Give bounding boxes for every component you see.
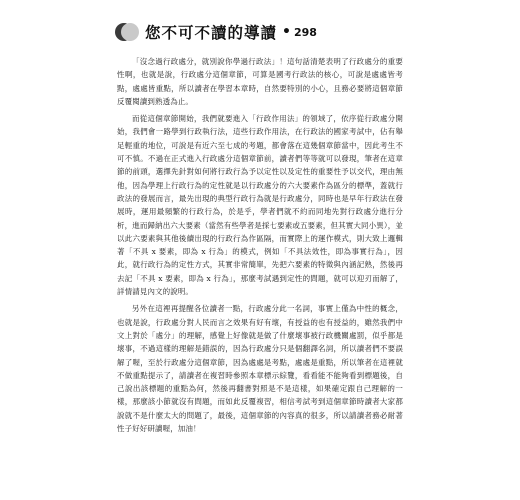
title-separator: • <box>282 24 291 40</box>
page-number: 298 <box>293 25 317 39</box>
paragraph: 「沒念過行政處分，就別說你學過行政法」！這句話清楚表明了行政處分的重要性啊，也就是說，行政處分這個章節，可算是國考行政法的核心，可說是處處皆考點，處處皆重點，所以讀者在學習本章時，自然要特別的小心，且務必要將這個章節反覆閱讀到熟透為止。 <box>117 57 403 106</box>
paragraph: 另外在這裡再提醒各位讀者一點，行政處分此一名詞，事實上僅為中性的概念，也就是說，行政處分對人民而言之效果有好有壞，有授益的也有授益的，雖然我們中文上對於「處分」的理解，感覺上好像就是做了什麼壞事被行政機關處罰，似乎都是壞事，不過這樣的理解是錯誤的，因為行政處分只是個翻譯名詞，所以讀者們不要誤解了喔，至於行政處分這個章節，因為處處是考點，處處是重點，所以筆者在這裡就不做重點提示了，請讀者在複習時參照本章標示綜覽，看看能不能夠看到標題後，自己說出該標題的重點為何，然後再翻書對照是不是這樣，如果確定跟自己理解的一樣，那麼該小節就沒有問題，而如此反覆複習，相信考試考到這個章節時讀者大家都說就不是什麼太大的問題了，最後，這個章節的內容真的很多，所以請讀者務必耐著性子好好研讀喔，加油！ <box>117 304 403 434</box>
body-text <box>117 55 403 457</box>
crescent-moon-icon <box>115 21 137 43</box>
paragraph: 而從這個章節開始，我們就要進入「行政作用法」的領域了，依序從行政處分開始，我們會一路學到行政執行法，這些行政作用法，在行政法的國家考試中，佔有舉足輕重的地位，可說是有近六至七成的考題，都會落在這幾個章節當中，因此考生不可不慎。不過在正式進入行政處分這個章節前，讀者們等等就可以發現，筆者在這章節的前頭，選擇先針對如何將行政行為予以定性以及定性的重要性予以交代，理由無他，因為學理上行政行為的定性就是以行政處分的六大要素作為區分的標準，蓋就行政法的發展而言，最先出現的典型行政行為就是行政處分，同時也是早年行政法在發展時，運用最頻繁的行政行為，於是乎，學者們就不約而同地先對行政處分進行分析，進而歸納出六大要素（當然有些學者是採七要素或五要素，但其實大同小異），並以此六要素與其他後續出現的行政行為作區隔，而實際上的運作模式，則大致上邏輯著「不具 x 要素，即為 x 行為」的模式，例如「不具法效性，即為事實行為」，因此，就行政行為的定性方式，其實非常簡單，先把六要素的特徵與內涵記熟，然後再去記「不具 x 要素，即為 x 行為」，那麼考試遇到定性的問題，就可以迎刃而解了，詳情請見內文的說明。 <box>117 114 403 297</box>
page-title: 您不可不讀的導讀 <box>145 24 278 42</box>
page-header <box>115 20 317 44</box>
